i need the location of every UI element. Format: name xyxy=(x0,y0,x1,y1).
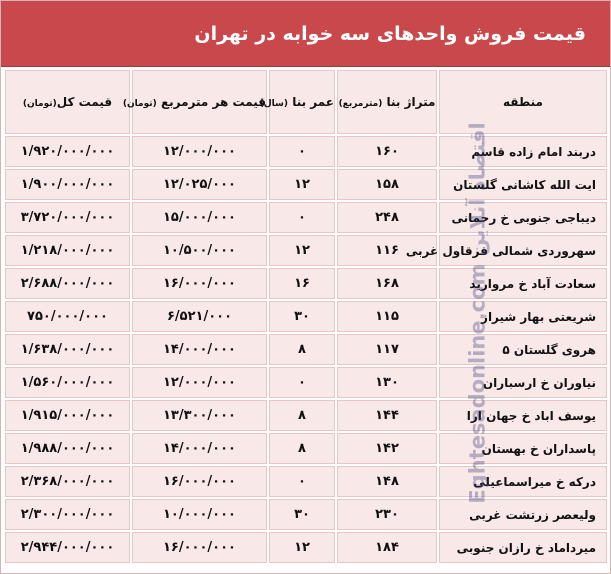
cell-total-price: ۱/۵۶۰/۰۰۰/۰۰۰ xyxy=(5,367,130,398)
cell-unit-price: ۱۲/۰۰۰/۰۰۰ xyxy=(132,367,267,398)
cell-age: ۱۲ xyxy=(269,235,335,266)
cell-region: ایت الله کاشانی گلستان xyxy=(439,169,607,200)
table-row xyxy=(5,367,607,398)
cell-total-price: ۱/۹۱۵/۰۰۰/۰۰۰ xyxy=(5,400,130,431)
table-header-row xyxy=(5,70,607,134)
cell-unit-price: ۱۳/۳۰۰/۰۰۰ xyxy=(132,400,267,431)
cell-unit-price: ۱۴/۰۰۰/۰۰۰ xyxy=(132,334,267,365)
cell-age: ۰ xyxy=(269,367,335,398)
table-row xyxy=(5,499,607,530)
cell-age: ۱۲ xyxy=(269,532,335,563)
cell-area: ۱۱۷ xyxy=(337,334,437,365)
cell-age: ۸ xyxy=(269,433,335,464)
cell-region: دربند امام زاده قاسم xyxy=(439,136,607,167)
cell-age: ۳۰ xyxy=(269,301,335,332)
header-unit-price: قیمت هر مترمربع (تومان) xyxy=(132,70,267,134)
cell-region: یوسف اباد خ جهان ارا xyxy=(439,400,607,431)
cell-unit-price: ۱۴/۰۰۰/۰۰۰ xyxy=(132,433,267,464)
cell-total-price: ۱/۹۲۰/۰۰۰/۰۰۰ xyxy=(5,136,130,167)
header-age: عمر بنا (سال) xyxy=(269,70,335,134)
table-row xyxy=(5,169,607,200)
cell-area: ۱۴۲ xyxy=(337,433,437,464)
table-row xyxy=(5,466,607,497)
cell-age: ۳۰ xyxy=(269,499,335,530)
cell-region: میرداماد خ رازان جنوبی xyxy=(439,532,607,563)
cell-region: شریعتی بهار شیراز xyxy=(439,301,607,332)
cell-area: ۱۱۵ xyxy=(337,301,437,332)
cell-unit-price: ۱۶/۰۰۰/۰۰۰ xyxy=(132,466,267,497)
cell-region: نیاوران خ ارسباران xyxy=(439,367,607,398)
cell-region: سهروردی شمالی قرقاول غربی xyxy=(439,235,607,266)
cell-total-price: ۱/۶۳۸/۰۰۰/۰۰۰ xyxy=(5,334,130,365)
cell-unit-price: ۱۰/۰۰۰/۰۰۰ xyxy=(132,499,267,530)
watermark: Eghtesadonline.com اقتصاد آنلاین xyxy=(465,122,490,504)
cell-region: هروی گلستان ۵ xyxy=(439,334,607,365)
table-row xyxy=(5,136,607,167)
cell-unit-price: ۱۶/۰۰۰/۰۰۰ xyxy=(132,268,267,299)
cell-area: ۱۸۴ xyxy=(337,532,437,563)
table-row xyxy=(5,268,607,299)
cell-area: ۱۵۸ xyxy=(337,169,437,200)
cell-region: سعادت آباد خ مروارید xyxy=(439,268,607,299)
cell-unit-price: ۱۶/۰۰۰/۰۰۰ xyxy=(132,532,267,563)
cell-region: پاسداران خ بهستان xyxy=(439,433,607,464)
cell-total-price: ۲/۹۴۴/۰۰۰/۰۰۰ xyxy=(5,532,130,563)
cell-region: ولیعصر زرتشت غربی xyxy=(439,499,607,530)
cell-total-price: ۲/۶۸۸/۰۰۰/۰۰۰ xyxy=(5,268,130,299)
cell-area: ۲۳۰ xyxy=(337,499,437,530)
cell-area: ۱۴۴ xyxy=(337,400,437,431)
cell-total-price: ۱/۲۱۸/۰۰۰/۰۰۰ xyxy=(5,235,130,266)
cell-region: دیباجی جنوبی خ رحمانی xyxy=(439,202,607,233)
title-bar xyxy=(1,1,610,67)
table-row xyxy=(5,235,607,266)
cell-area: ۱۶۰ xyxy=(337,136,437,167)
cell-unit-price: ۱۰/۵۰۰/۰۰۰ xyxy=(132,235,267,266)
cell-total-price: ۷۵۰/۰۰۰/۰۰۰ xyxy=(5,301,130,332)
cell-age: ۰ xyxy=(269,136,335,167)
table-body xyxy=(5,136,607,563)
cell-area: ۱۴۸ xyxy=(337,466,437,497)
page-title: قیمت فروش واحدهای سه خوابه در تهران xyxy=(194,22,586,45)
cell-total-price: ۱/۹۰۰/۰۰۰/۰۰۰ xyxy=(5,169,130,200)
table-row xyxy=(5,532,607,563)
header-total-price: قیمت کل(تومان) xyxy=(5,70,130,134)
header-region: منطقه xyxy=(439,70,607,134)
price-table xyxy=(3,68,609,565)
cell-region: درکه خ میراسماعیلی xyxy=(439,466,607,497)
table-row xyxy=(5,301,607,332)
cell-age: ۰ xyxy=(269,466,335,497)
cell-unit-price: ۱۵/۰۰۰/۰۰۰ xyxy=(132,202,267,233)
cell-total-price: ۲/۳۰۰/۰۰۰/۰۰۰ xyxy=(5,499,130,530)
table-row xyxy=(5,202,607,233)
cell-area: ۱۳۰ xyxy=(337,367,437,398)
header-area: متراژ بنا (مترمربع) xyxy=(337,70,437,134)
cell-unit-price: ۶/۵۲۱/۰۰۰ xyxy=(132,301,267,332)
table-row xyxy=(5,334,607,365)
cell-total-price: ۱/۹۸۸/۰۰۰/۰۰۰ xyxy=(5,433,130,464)
cell-total-price: ۳/۷۲۰/۰۰۰/۰۰۰ xyxy=(5,202,130,233)
cell-total-price: ۲/۳۶۸/۰۰۰/۰۰۰ xyxy=(5,466,130,497)
cell-area: ۲۴۸ xyxy=(337,202,437,233)
cell-unit-price: ۱۲/۰۰۰/۰۰۰ xyxy=(132,136,267,167)
cell-age: ۰ xyxy=(269,202,335,233)
cell-area: ۱۱۶ xyxy=(337,235,437,266)
cell-age: ۸ xyxy=(269,334,335,365)
cell-area: ۱۶۸ xyxy=(337,268,437,299)
table-row xyxy=(5,400,607,431)
cell-unit-price: ۱۲/۰۲۵/۰۰۰ xyxy=(132,169,267,200)
cell-age: ۱۶ xyxy=(269,268,335,299)
cell-age: ۸ xyxy=(269,400,335,431)
table-row xyxy=(5,433,607,464)
cell-age: ۱۲ xyxy=(269,169,335,200)
